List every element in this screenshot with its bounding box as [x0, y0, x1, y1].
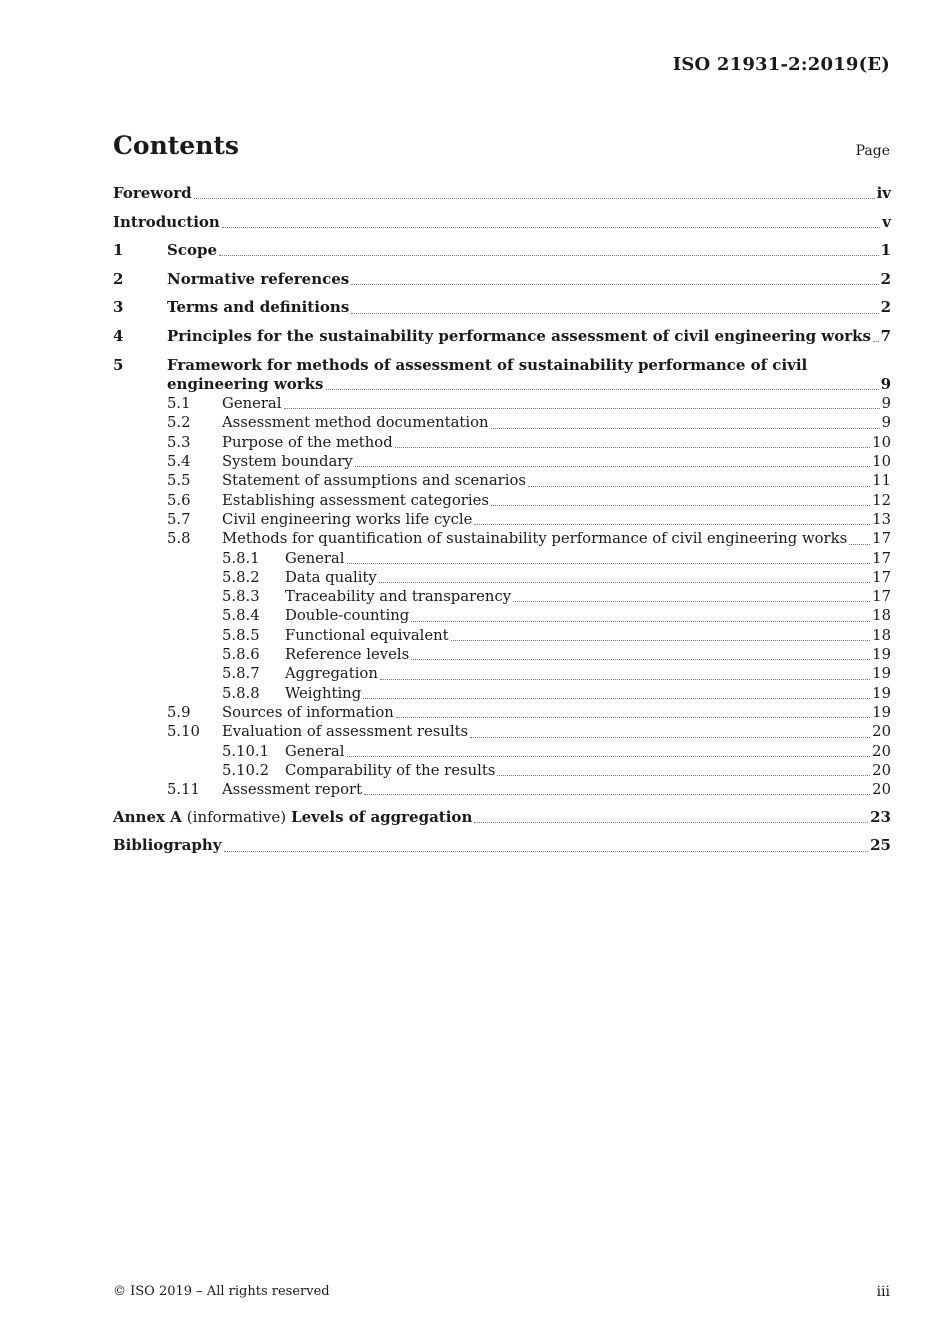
- dot-leader: [411, 658, 870, 660]
- toc-entry-5-5[interactable]: [113, 471, 891, 490]
- toc-title: General: [285, 549, 345, 567]
- toc-page: 20: [872, 761, 891, 779]
- toc-entry-5-3[interactable]: [113, 433, 891, 452]
- table-of-contents: [113, 184, 891, 856]
- toc-page: 18: [872, 607, 891, 625]
- toc-page: iv: [876, 184, 891, 202]
- toc-entry-5-8-1[interactable]: [113, 549, 891, 568]
- dot-leader: [497, 774, 870, 776]
- toc-entry-5-6[interactable]: [113, 491, 891, 510]
- toc-number: 5.6: [167, 491, 191, 509]
- toc-title: Establishing assessment categories: [222, 491, 489, 509]
- toc-title: Reference levels: [285, 646, 410, 664]
- toc-number: 2: [113, 269, 124, 288]
- dot-leader: [873, 340, 879, 342]
- toc-page: 18: [872, 626, 891, 644]
- dot-leader: [513, 600, 870, 602]
- dot-leader: [528, 485, 870, 487]
- toc-page: 19: [872, 665, 891, 683]
- toc-entry-foreword[interactable]: [113, 184, 891, 203]
- annex-qualifier: (informative): [186, 807, 287, 826]
- toc-entry-5-8-5[interactable]: [113, 626, 891, 645]
- toc-number: 5.8.8: [222, 684, 260, 702]
- toc-number: 5.8: [167, 530, 191, 548]
- toc-page: 2: [880, 269, 891, 288]
- toc-page: 10: [872, 433, 891, 451]
- toc-entry-annex-a[interactable]: [113, 808, 891, 827]
- toc-entry-5-8[interactable]: [113, 529, 891, 548]
- dot-leader: [219, 254, 879, 256]
- toc-number: 5.7: [167, 510, 191, 528]
- annex-label: Annex A: [113, 807, 182, 826]
- page-number: iii: [876, 1284, 890, 1300]
- toc-entry-2[interactable]: [113, 270, 891, 289]
- dot-leader: [347, 562, 871, 564]
- dot-leader: [470, 736, 870, 738]
- dot-leader: [395, 446, 870, 448]
- toc-number: 5.5: [167, 472, 191, 490]
- toc-title: Data quality: [285, 568, 377, 586]
- toc-entry-5-7[interactable]: [113, 510, 891, 529]
- toc-title: System boundary: [222, 453, 353, 471]
- toc-page: 7: [880, 326, 891, 345]
- toc-title: Aggregation: [285, 665, 378, 683]
- toc-title-line1: Framework for methods of assessment of sustainability performance of civil: [167, 355, 808, 374]
- toc-title: Traceability and transparency: [285, 588, 512, 606]
- dot-leader: [194, 197, 875, 199]
- dot-leader: [396, 716, 870, 718]
- toc-page: 25: [870, 836, 891, 855]
- toc-title: Introduction: [113, 212, 220, 231]
- toc-title: Principles for the sustainability performance assessment of civil engineering works: [167, 326, 871, 345]
- toc-page: v: [882, 212, 891, 231]
- toc-entry-5-2[interactable]: [113, 413, 891, 432]
- dot-leader: [474, 523, 870, 525]
- toc-page: 13: [872, 510, 891, 528]
- toc-entry-5-8-3[interactable]: [113, 587, 891, 606]
- toc-page: 9: [881, 395, 891, 413]
- toc-page: 2: [880, 298, 891, 317]
- toc-title: Methods for quantification of sustainability performance of civil engineering works: [222, 530, 848, 548]
- contents-title: Contents: [113, 131, 240, 160]
- toc-title: Comparability of the results: [285, 761, 496, 779]
- toc-entry-5-10[interactable]: [113, 722, 891, 741]
- toc-entry-5-8-7[interactable]: [113, 664, 891, 683]
- dot-leader: [380, 678, 870, 680]
- toc-title: Sources of information: [222, 703, 394, 721]
- toc-title: Bibliography: [113, 836, 222, 855]
- toc-number: 5.8.5: [222, 626, 260, 644]
- toc-number: 5: [113, 355, 124, 374]
- dot-leader: [411, 620, 870, 622]
- dot-leader: [351, 283, 878, 285]
- dot-leader: [284, 407, 880, 409]
- toc-page: 19: [872, 646, 891, 664]
- toc-number: 5.10: [167, 723, 200, 741]
- toc-entry-5-8-6[interactable]: [113, 645, 891, 664]
- toc-title: Levels of aggregation: [291, 807, 473, 826]
- toc-page: 20: [872, 781, 891, 799]
- toc-title: Functional equivalent: [285, 626, 449, 644]
- toc-number: 5.3: [167, 433, 191, 451]
- dot-leader: [379, 581, 870, 583]
- dot-leader: [351, 312, 878, 314]
- toc-entry-5-11[interactable]: [113, 780, 891, 799]
- toc-number: 5.8.6: [222, 646, 260, 664]
- toc-entry-4[interactable]: [113, 327, 891, 346]
- toc-number: 5.8.4: [222, 607, 260, 625]
- toc-number: 5.4: [167, 453, 191, 471]
- dot-leader: [363, 697, 870, 699]
- toc-page: 17: [872, 568, 891, 586]
- toc-entry-5-8-2[interactable]: [113, 568, 891, 587]
- toc-title: Assessment method documentation: [222, 414, 489, 432]
- toc-title: Normative references: [167, 269, 350, 288]
- toc-title-line2: engineering works: [167, 374, 324, 393]
- toc-number: 3: [113, 298, 124, 317]
- toc-page: 23: [870, 807, 891, 826]
- toc-entry-5-4[interactable]: [113, 452, 891, 471]
- toc-title: Evaluation of assessment results: [222, 723, 469, 741]
- toc-entry-bibliography[interactable]: [113, 836, 891, 855]
- toc-title: Scope: [167, 241, 218, 260]
- dot-leader: [224, 850, 869, 852]
- toc-title: Purpose of the method: [222, 433, 393, 451]
- dot-leader: [451, 639, 871, 641]
- toc-page: 17: [872, 588, 891, 606]
- dot-leader: [474, 821, 868, 823]
- toc-entry-5-10-2[interactable]: [113, 761, 891, 780]
- dot-leader: [222, 226, 880, 228]
- toc-number: 5.10.2: [222, 761, 270, 779]
- toc-number: 5.8.7: [222, 665, 260, 683]
- toc-entry-introduction[interactable]: [113, 213, 891, 232]
- toc-page: 17: [872, 530, 891, 548]
- toc-number: 5.8.2: [222, 568, 260, 586]
- toc-entry-3[interactable]: [113, 298, 891, 317]
- toc-title: Statement of assumptions and scenarios: [222, 472, 526, 490]
- page-column-label: Page: [855, 143, 890, 159]
- toc-page: 20: [872, 723, 891, 741]
- toc-title: Double-counting: [285, 607, 410, 625]
- toc-number: 5.1: [167, 395, 191, 413]
- toc-number: 5.10.1: [222, 742, 270, 760]
- toc-title: General: [285, 742, 345, 760]
- toc-number: 5.2: [167, 414, 191, 432]
- toc-entry-5-10-1[interactable]: [113, 742, 891, 761]
- toc-title: General: [222, 395, 282, 413]
- toc-title-block: [167, 356, 891, 395]
- toc-entry-5-8-4[interactable]: [113, 606, 891, 625]
- toc-page: 1: [880, 241, 891, 260]
- toc-entry-5-9[interactable]: [113, 703, 891, 722]
- toc-number: 4: [113, 326, 124, 345]
- toc-entry-5[interactable]: [113, 356, 891, 395]
- toc-number: 5.11: [167, 781, 200, 799]
- toc-entry-1[interactable]: [113, 241, 891, 260]
- toc-page: 11: [872, 472, 891, 490]
- toc-title: Assessment report: [222, 781, 363, 799]
- toc-title: Terms and definitions: [167, 298, 350, 317]
- toc-page: 20: [872, 742, 891, 760]
- dot-leader: [364, 793, 870, 795]
- toc-number: 5.8.3: [222, 588, 260, 606]
- dot-leader: [347, 755, 871, 757]
- dot-leader: [849, 543, 870, 545]
- toc-page: 12: [872, 491, 891, 509]
- toc-entry-5-1[interactable]: [113, 394, 891, 413]
- toc-title: Civil engineering works life cycle: [222, 510, 473, 528]
- toc-page: 19: [872, 684, 891, 702]
- toc-entry-5-8-8[interactable]: [113, 684, 891, 703]
- toc-title: Foreword: [113, 184, 192, 202]
- toc-number: 1: [113, 241, 124, 260]
- copyright-notice: © ISO 2019 – All rights reserved: [113, 1284, 330, 1299]
- dot-leader: [491, 504, 870, 506]
- toc-page: 9: [880, 374, 891, 393]
- toc-page: 9: [881, 414, 891, 432]
- standard-id: ISO 21931-2:2019(E): [672, 54, 890, 75]
- dot-leader: [491, 427, 880, 429]
- toc-page: 17: [872, 549, 891, 567]
- dot-leader: [355, 465, 870, 467]
- toc-page: 10: [872, 453, 891, 471]
- toc-number: 5.8.1: [222, 549, 260, 567]
- toc-number: 5.9: [167, 703, 191, 721]
- toc-title: Weighting: [285, 684, 362, 702]
- dot-leader: [326, 388, 879, 390]
- toc-page: 19: [872, 703, 891, 721]
